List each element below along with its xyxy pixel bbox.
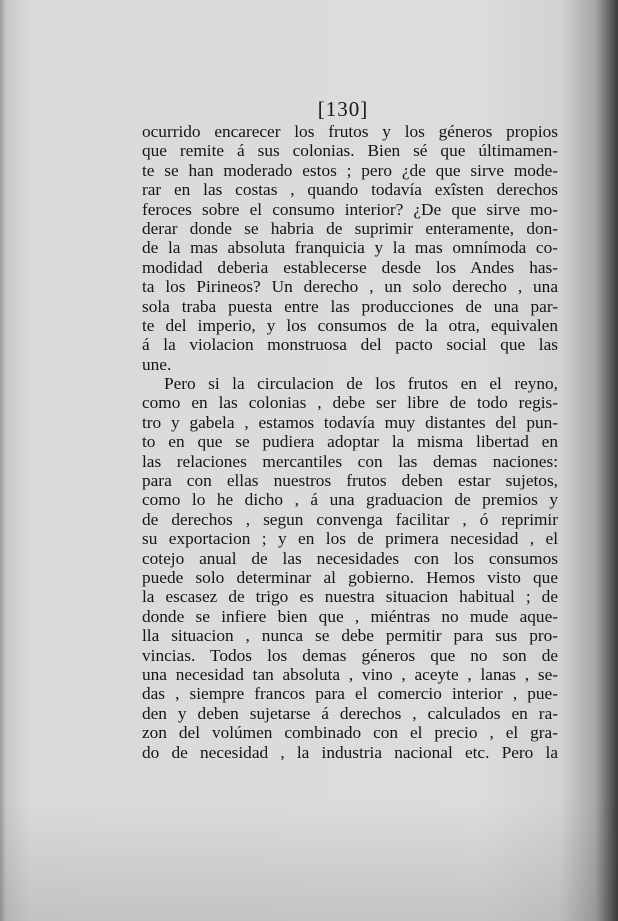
page-shadow (0, 801, 618, 921)
text-line: rar en las costas , quando todavía exîsten derechos (142, 180, 558, 200)
text-line: to en que se pudiera adoptar la misma libertad en (142, 432, 558, 452)
text-line: modidad deberia establecerse desde los Andes has- (142, 257, 558, 277)
text-line: vincias. Todos los demas géneros que no son de (142, 645, 558, 665)
text-line: te del imperio, y los consumos de la otra, equivalen (142, 315, 558, 335)
text-line: lla situacion , nunca se debe permitir para sus pro- (142, 626, 558, 646)
paragraph (142, 122, 558, 374)
text-line: una necesidad tan absoluta , vino , aceyte , lanas , se- (142, 664, 558, 684)
text-line: de la mas absoluta franquicia y la mas omnímoda co- (142, 238, 558, 258)
text-line: sola traba puesta entre las producciones de una par- (142, 296, 558, 316)
text-line: cotejo anual de las necesidades con los consumos (142, 548, 558, 568)
text-line: su exportacion ; y en los de primera necesidad , el (142, 529, 558, 549)
text-line: tro y gabela , estamos todavía muy distantes del pun- (142, 412, 558, 432)
text-line: ocurrido encarecer los frutos y los géneros propios (142, 122, 558, 141)
text-line: den y deben sujetarse á derechos , calculados en ra- (142, 703, 558, 723)
page-number: [130] (317, 97, 369, 121)
text-line: para con ellas nuestros frutos deben estar sujetos, (142, 471, 558, 491)
text-line: la escasez de trigo es nuestra situacion habitual ; de (142, 587, 558, 607)
text-line: que remite á sus colonias. Bien sé que últimamen- (142, 141, 558, 161)
text-line: zon del volúmen combinado con el precio , el gra- (142, 723, 558, 743)
text-line: feroces sobre el consumo interior? ¿De que sirve mo- (142, 199, 558, 219)
text-line: como lo he dicho , á una graduacion de premios y (142, 490, 558, 510)
paragraph (142, 374, 558, 762)
text-line: de derechos , segun convenga facilitar , ó reprimir (142, 509, 558, 529)
text-line: une. (142, 354, 172, 374)
text-line: derar donde se habria de suprimir enteramente, don- (142, 218, 558, 238)
text-line: donde se infiere bien que , miéntras no mude aque- (142, 606, 558, 626)
body-text (142, 122, 558, 762)
text-line: como en las colonias , debe ser libre de todo regis- (142, 393, 558, 413)
text-line: do de necesidad , la industria nacional etc. Pero la (142, 742, 558, 762)
text-line: puede solo determinar al gobierno. Hemos visto que (142, 567, 558, 587)
text-line: ta los Pirineos? Un derecho , un solo derecho , una (142, 277, 558, 297)
text-line: te se han moderado estos ; pero ¿de que sirve mode- (142, 160, 558, 180)
text-line: das , siempre francos para el comercio interior , pue- (142, 684, 558, 704)
text-line: á la violacion monstruosa del pacto social que las (142, 335, 558, 355)
text-line: Pero si la circulacion de los frutos en el reyno, (164, 374, 558, 394)
text-line: las relaciones mercantiles con las demas naciones: (142, 451, 558, 471)
